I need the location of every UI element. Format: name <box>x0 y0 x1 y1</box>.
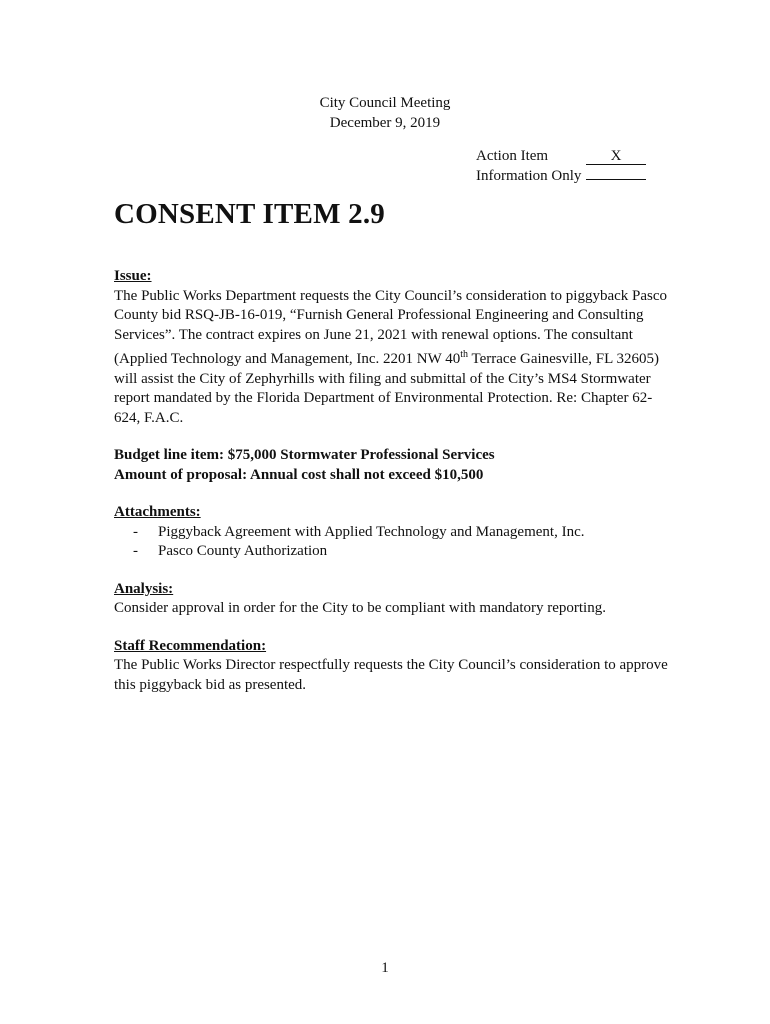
issue-text <box>114 287 674 429</box>
attachments-heading: Attachments: <box>114 504 201 520</box>
information-only-mark <box>586 179 646 180</box>
information-only-row <box>476 166 646 186</box>
meeting-title: City Council Meeting <box>319 95 451 111</box>
attachments-section <box>114 503 674 562</box>
staff-recommendation-text: The Public Works Director respectfully requests the City Council’s consideration to approve this piggyback bid as presented. <box>114 657 668 693</box>
issue-text-sup: th <box>460 349 469 360</box>
action-item-mark: X <box>586 149 646 165</box>
information-only-label: Information Only <box>476 168 582 184</box>
issue-section <box>114 267 674 428</box>
attachments-list <box>114 523 674 562</box>
document-body <box>114 267 674 713</box>
issue-heading: Issue: <box>114 268 152 284</box>
budget-line-item: Budget line item: $75,000 Stormwater Professional Services <box>114 447 495 463</box>
staff-recommendation-heading: Staff Recommendation: <box>114 637 267 654</box>
action-item-row <box>476 146 646 166</box>
page-title: CONSENT ITEM 2.9 <box>114 198 385 230</box>
analysis-section <box>114 580 674 619</box>
issue-text-post: Terrace Gainesville, FL 32605) will assist the City of Zephyrhills with filing and submittal of the City’s MS4 Stormwater report mandated by the Florida Department of Environmental Protection. Re: Chapter 62-624, F.A.C. <box>114 351 659 426</box>
action-item-label: Action Item <box>476 148 549 164</box>
staff-recommendation-section <box>114 637 674 696</box>
attachment-label: Piggyback Agreement with Applied Technology and Management, Inc. <box>158 523 585 540</box>
attachment-label: Pasco County Authorization <box>158 543 328 559</box>
meeting-header <box>0 93 770 133</box>
budget-section <box>114 446 674 485</box>
proposal-amount: Amount of proposal: Annual cost shall not exceed $10,500 <box>114 466 484 483</box>
page-number: 1 <box>381 960 389 976</box>
issue-text-pre: The Public Works Department requests the City Council’s consideration to piggyback Pasco County bid RSQ-JB-16-019, “Furnish General Professional Engineering and Consulting Services”. The contract expires on June 21, 2021 with renewal options. The consultant (Applied Technology and Management, Inc. 2201 NW 40 <box>114 287 668 367</box>
analysis-heading: Analysis: <box>114 580 174 597</box>
item-classification <box>476 146 646 186</box>
list-item: - Pasco County Authorization <box>133 543 328 559</box>
list-item: - Piggyback Agreement with Applied Technology and Management, Inc. <box>133 523 585 540</box>
meeting-date: December 9, 2019 <box>329 115 441 131</box>
analysis-text: Consider approval in order for the City to be compliant with mandatory reporting. <box>114 600 606 616</box>
